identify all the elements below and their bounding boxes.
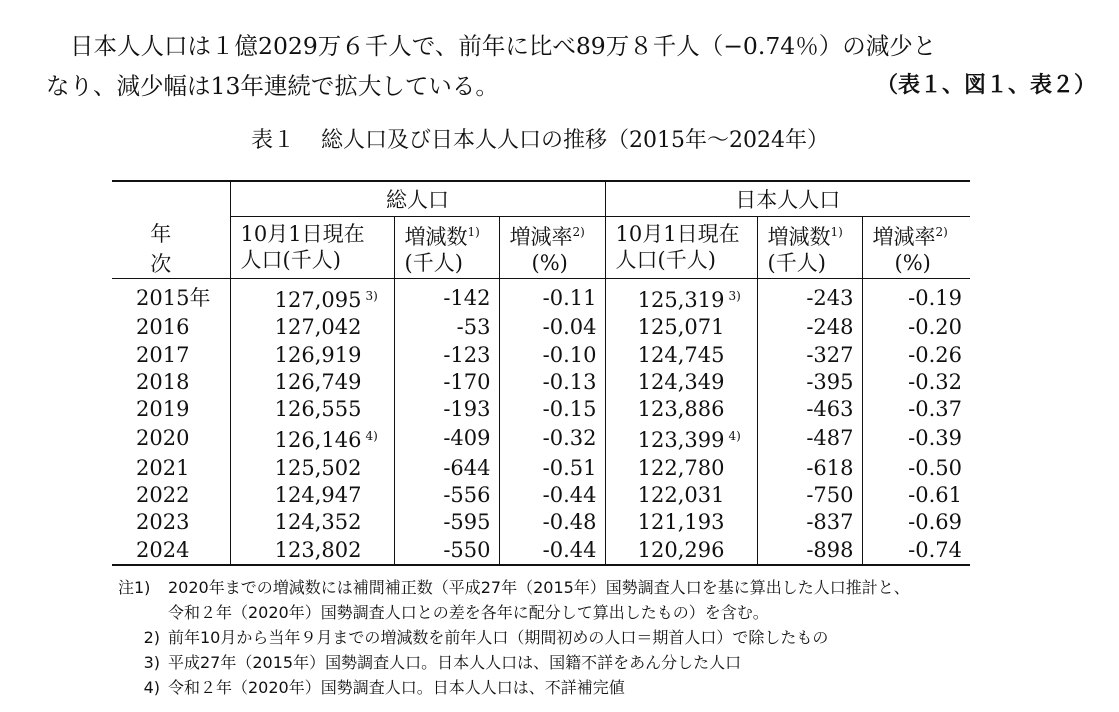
total-change-cell: -595 xyxy=(394,509,499,536)
jp-change-cell: -618 xyxy=(757,455,862,482)
jp-change-cell: -463 xyxy=(757,396,862,423)
subheader-rate-line1: 増減率 xyxy=(872,224,936,249)
table-row xyxy=(112,509,970,536)
total-pop-note: 4) xyxy=(365,429,378,444)
total-pop-note: 3) xyxy=(365,289,378,303)
summary-line-1: 日本人人口は１億2029万６千人で、前年に比べ89万８千人（−0.74％）の減少と xyxy=(70,32,937,60)
table-row xyxy=(112,279,970,315)
total-pop-value: 127,042 xyxy=(274,315,362,340)
total-rate-cell: -0.13 xyxy=(499,369,605,396)
total-pop-value: 124,352 xyxy=(274,510,362,535)
jp-change-cell: -898 xyxy=(757,537,862,565)
total-change-subheader xyxy=(394,216,499,278)
jp-rate-cell: -0.37 xyxy=(862,396,970,423)
footnote-marker: 注1) xyxy=(118,578,151,597)
year-cell: 2015年 xyxy=(136,286,211,310)
footnote xyxy=(118,675,910,700)
footnote-text: 平成27年（2015年）国勢調査人口。日本人人口は、国籍不詳をあん分した人口 xyxy=(168,653,742,672)
year-cell: 2016 xyxy=(136,315,190,340)
jp-change-subheader xyxy=(757,216,862,278)
total-pop-cell xyxy=(230,342,394,369)
footnote-marker: 4) xyxy=(143,678,160,697)
footnote-text: 令和２年（2020年）国勢調査人口。日本人人口は、不詳補完値 xyxy=(168,678,625,697)
total-rate-cell: -0.48 xyxy=(499,509,605,536)
jp-pop-cell xyxy=(605,537,757,565)
jp-pop-value: 120,296 xyxy=(637,537,725,562)
jp-pop-cell xyxy=(605,279,757,315)
note-ref-1: 1) xyxy=(467,224,480,239)
jp-pop-cell xyxy=(605,396,757,423)
subheader-change-line1: 増減数 xyxy=(767,224,831,249)
jp-rate-cell: -0.20 xyxy=(862,314,970,341)
jp-pop-value: 123,399 xyxy=(637,428,725,453)
jp-rate-cell: -0.74 xyxy=(862,537,970,565)
table-body xyxy=(112,279,970,565)
footnote xyxy=(118,650,910,675)
total-pop-cell xyxy=(230,455,394,482)
jp-pop-cell xyxy=(605,509,757,536)
jp-pop-value: 122,031 xyxy=(637,483,725,508)
subheader-pop-line1: 10月1日現在 xyxy=(240,222,365,247)
total-change-cell: -193 xyxy=(394,396,499,423)
jp-pop-cell xyxy=(605,423,757,454)
total-pop-value: 124,947 xyxy=(274,483,362,508)
total-pop-cell xyxy=(230,482,394,509)
total-rate-cell: -0.44 xyxy=(499,482,605,509)
total-pop-value: 127,095 xyxy=(274,288,362,312)
subheader-rate-line2: (%) xyxy=(894,250,931,275)
table-row xyxy=(112,482,970,509)
total-pop-cell xyxy=(230,537,394,565)
total-population-header: 総人口 xyxy=(230,181,605,216)
jp-pop-value: 125,319 xyxy=(637,288,725,312)
total-pop-value: 126,555 xyxy=(274,397,362,422)
footnote-continuation: 令和２年（2020年）国勢調査人口との差を各年に配分して算出したもの）を含む。 xyxy=(168,603,769,622)
total-change-cell: -53 xyxy=(394,314,499,341)
total-rate-cell: -0.44 xyxy=(499,537,605,565)
note-ref-1: 1) xyxy=(830,224,843,239)
subheader-change-line2: (千人) xyxy=(767,250,826,275)
jp-change-cell: -243 xyxy=(757,279,862,315)
total-change-cell: -644 xyxy=(394,455,499,482)
table-row xyxy=(112,455,970,482)
figure-reference: （表１、図１、表２） xyxy=(875,73,1096,98)
jp-pop-value: 123,886 xyxy=(637,397,725,422)
jp-pop-cell xyxy=(605,342,757,369)
table-title: 総人口及び日本人人口の推移（2015年〜2024年） xyxy=(321,128,829,153)
jp-change-cell: -248 xyxy=(757,314,862,341)
note-ref-2: 2) xyxy=(572,224,585,239)
jp-pop-cell xyxy=(605,314,757,341)
jp-rate-cell: -0.32 xyxy=(862,369,970,396)
jp-pop-note: 4) xyxy=(728,429,741,444)
year-cell: 2018 xyxy=(136,369,190,394)
footnote-text: 前年10月から当年９月までの増減数を前年人口（期間初めの人口＝期首人口）で除したもの xyxy=(168,628,829,647)
year-column-header: 年 次 xyxy=(112,181,230,279)
jp-change-cell: -487 xyxy=(757,423,862,454)
table-row xyxy=(112,369,970,396)
table-row xyxy=(112,314,970,341)
subheader-rate-line2: (%) xyxy=(531,250,568,275)
jp-pop-note: 3) xyxy=(728,289,741,303)
total-pop-cell xyxy=(230,509,394,536)
total-change-cell: -142 xyxy=(394,279,499,315)
table-row xyxy=(112,537,970,565)
total-rate-cell: -0.51 xyxy=(499,455,605,482)
subheader-change-line2: (千人) xyxy=(404,250,463,275)
year-cell: 2017 xyxy=(136,342,190,367)
total-pop-cell xyxy=(230,279,394,315)
jp-rate-cell: -0.19 xyxy=(862,279,970,315)
jp-rate-cell: -0.39 xyxy=(862,423,970,454)
total-pop-cell xyxy=(230,423,394,454)
jp-pop-value: 124,349 xyxy=(637,369,725,394)
jp-pop-subheader xyxy=(605,216,757,278)
total-rate-cell: -0.10 xyxy=(499,342,605,369)
total-pop-value: 125,502 xyxy=(274,455,362,480)
jp-pop-cell xyxy=(605,455,757,482)
jp-change-cell: -327 xyxy=(757,342,862,369)
jp-rate-cell: -0.26 xyxy=(862,342,970,369)
jp-change-cell: -750 xyxy=(757,482,862,509)
total-change-cell: -170 xyxy=(394,369,499,396)
footnote-marker: 3) xyxy=(143,653,160,672)
total-rate-cell: -0.32 xyxy=(499,423,605,454)
subheader-rate-line1: 増減率 xyxy=(509,224,573,249)
note-ref-2: 2) xyxy=(935,224,948,239)
total-pop-value: 126,146 xyxy=(274,428,362,453)
footnote-text: 2020年までの増減数には補間補正数（平成27年（2015年）国勢調査人口を基に算出した人口推計と、 xyxy=(168,578,910,597)
year-cell: 2021 xyxy=(136,455,190,480)
footnotes xyxy=(118,575,910,700)
subheader-pop-line2: 人口(千人) xyxy=(615,248,716,273)
total-pop-cell xyxy=(230,369,394,396)
total-rate-cell: -0.04 xyxy=(499,314,605,341)
total-pop-value: 126,919 xyxy=(274,342,362,367)
footnote xyxy=(118,625,910,650)
total-pop-value: 126,749 xyxy=(274,369,362,394)
total-rate-subheader xyxy=(499,216,605,278)
jp-change-cell: -837 xyxy=(757,509,862,536)
year-cell: 2019 xyxy=(136,397,190,422)
population-table xyxy=(112,180,970,566)
subheader-pop-line2: 人口(千人) xyxy=(240,248,341,273)
year-cell: 2022 xyxy=(136,483,190,508)
year-cell: 2024 xyxy=(112,537,230,565)
table-row xyxy=(112,342,970,369)
total-change-cell: -556 xyxy=(394,482,499,509)
total-change-cell: -123 xyxy=(394,342,499,369)
total-rate-cell: -0.11 xyxy=(499,279,605,315)
jp-pop-value: 125,071 xyxy=(637,315,725,340)
jp-pop-value: 124,745 xyxy=(637,342,725,367)
total-pop-value: 123,802 xyxy=(274,537,362,562)
jp-pop-cell xyxy=(605,369,757,396)
subheader-pop-line1: 10月1日現在 xyxy=(615,222,740,247)
total-rate-cell: -0.15 xyxy=(499,396,605,423)
summary-line-2: なり、減少幅は13年連続で拡大している。 xyxy=(46,72,499,100)
table-number: 表１ xyxy=(251,128,296,153)
table-row xyxy=(112,396,970,423)
jp-rate-cell: -0.69 xyxy=(862,509,970,536)
subheader-change-line1: 増減数 xyxy=(404,224,468,249)
jp-rate-cell: -0.61 xyxy=(862,482,970,509)
table-row xyxy=(112,423,970,454)
footnote xyxy=(118,575,910,600)
jp-rate-subheader xyxy=(862,216,970,278)
total-change-cell: -409 xyxy=(394,423,499,454)
total-pop-subheader xyxy=(230,216,394,278)
jp-pop-value: 121,193 xyxy=(637,510,725,535)
total-change-cell: -550 xyxy=(394,537,499,565)
jp-change-cell: -395 xyxy=(757,369,862,396)
table-caption xyxy=(0,124,1080,158)
year-cell: 2020 xyxy=(136,426,190,451)
footnote-marker: 2) xyxy=(143,628,160,647)
japanese-population-header: 日本人人口 xyxy=(605,181,970,216)
total-pop-cell xyxy=(230,314,394,341)
summary-paragraph xyxy=(46,26,1096,106)
jp-pop-value: 122,780 xyxy=(637,455,725,480)
total-pop-cell xyxy=(230,396,394,423)
jp-rate-cell: -0.50 xyxy=(862,455,970,482)
year-cell: 2023 xyxy=(136,510,190,535)
jp-pop-cell xyxy=(605,482,757,509)
